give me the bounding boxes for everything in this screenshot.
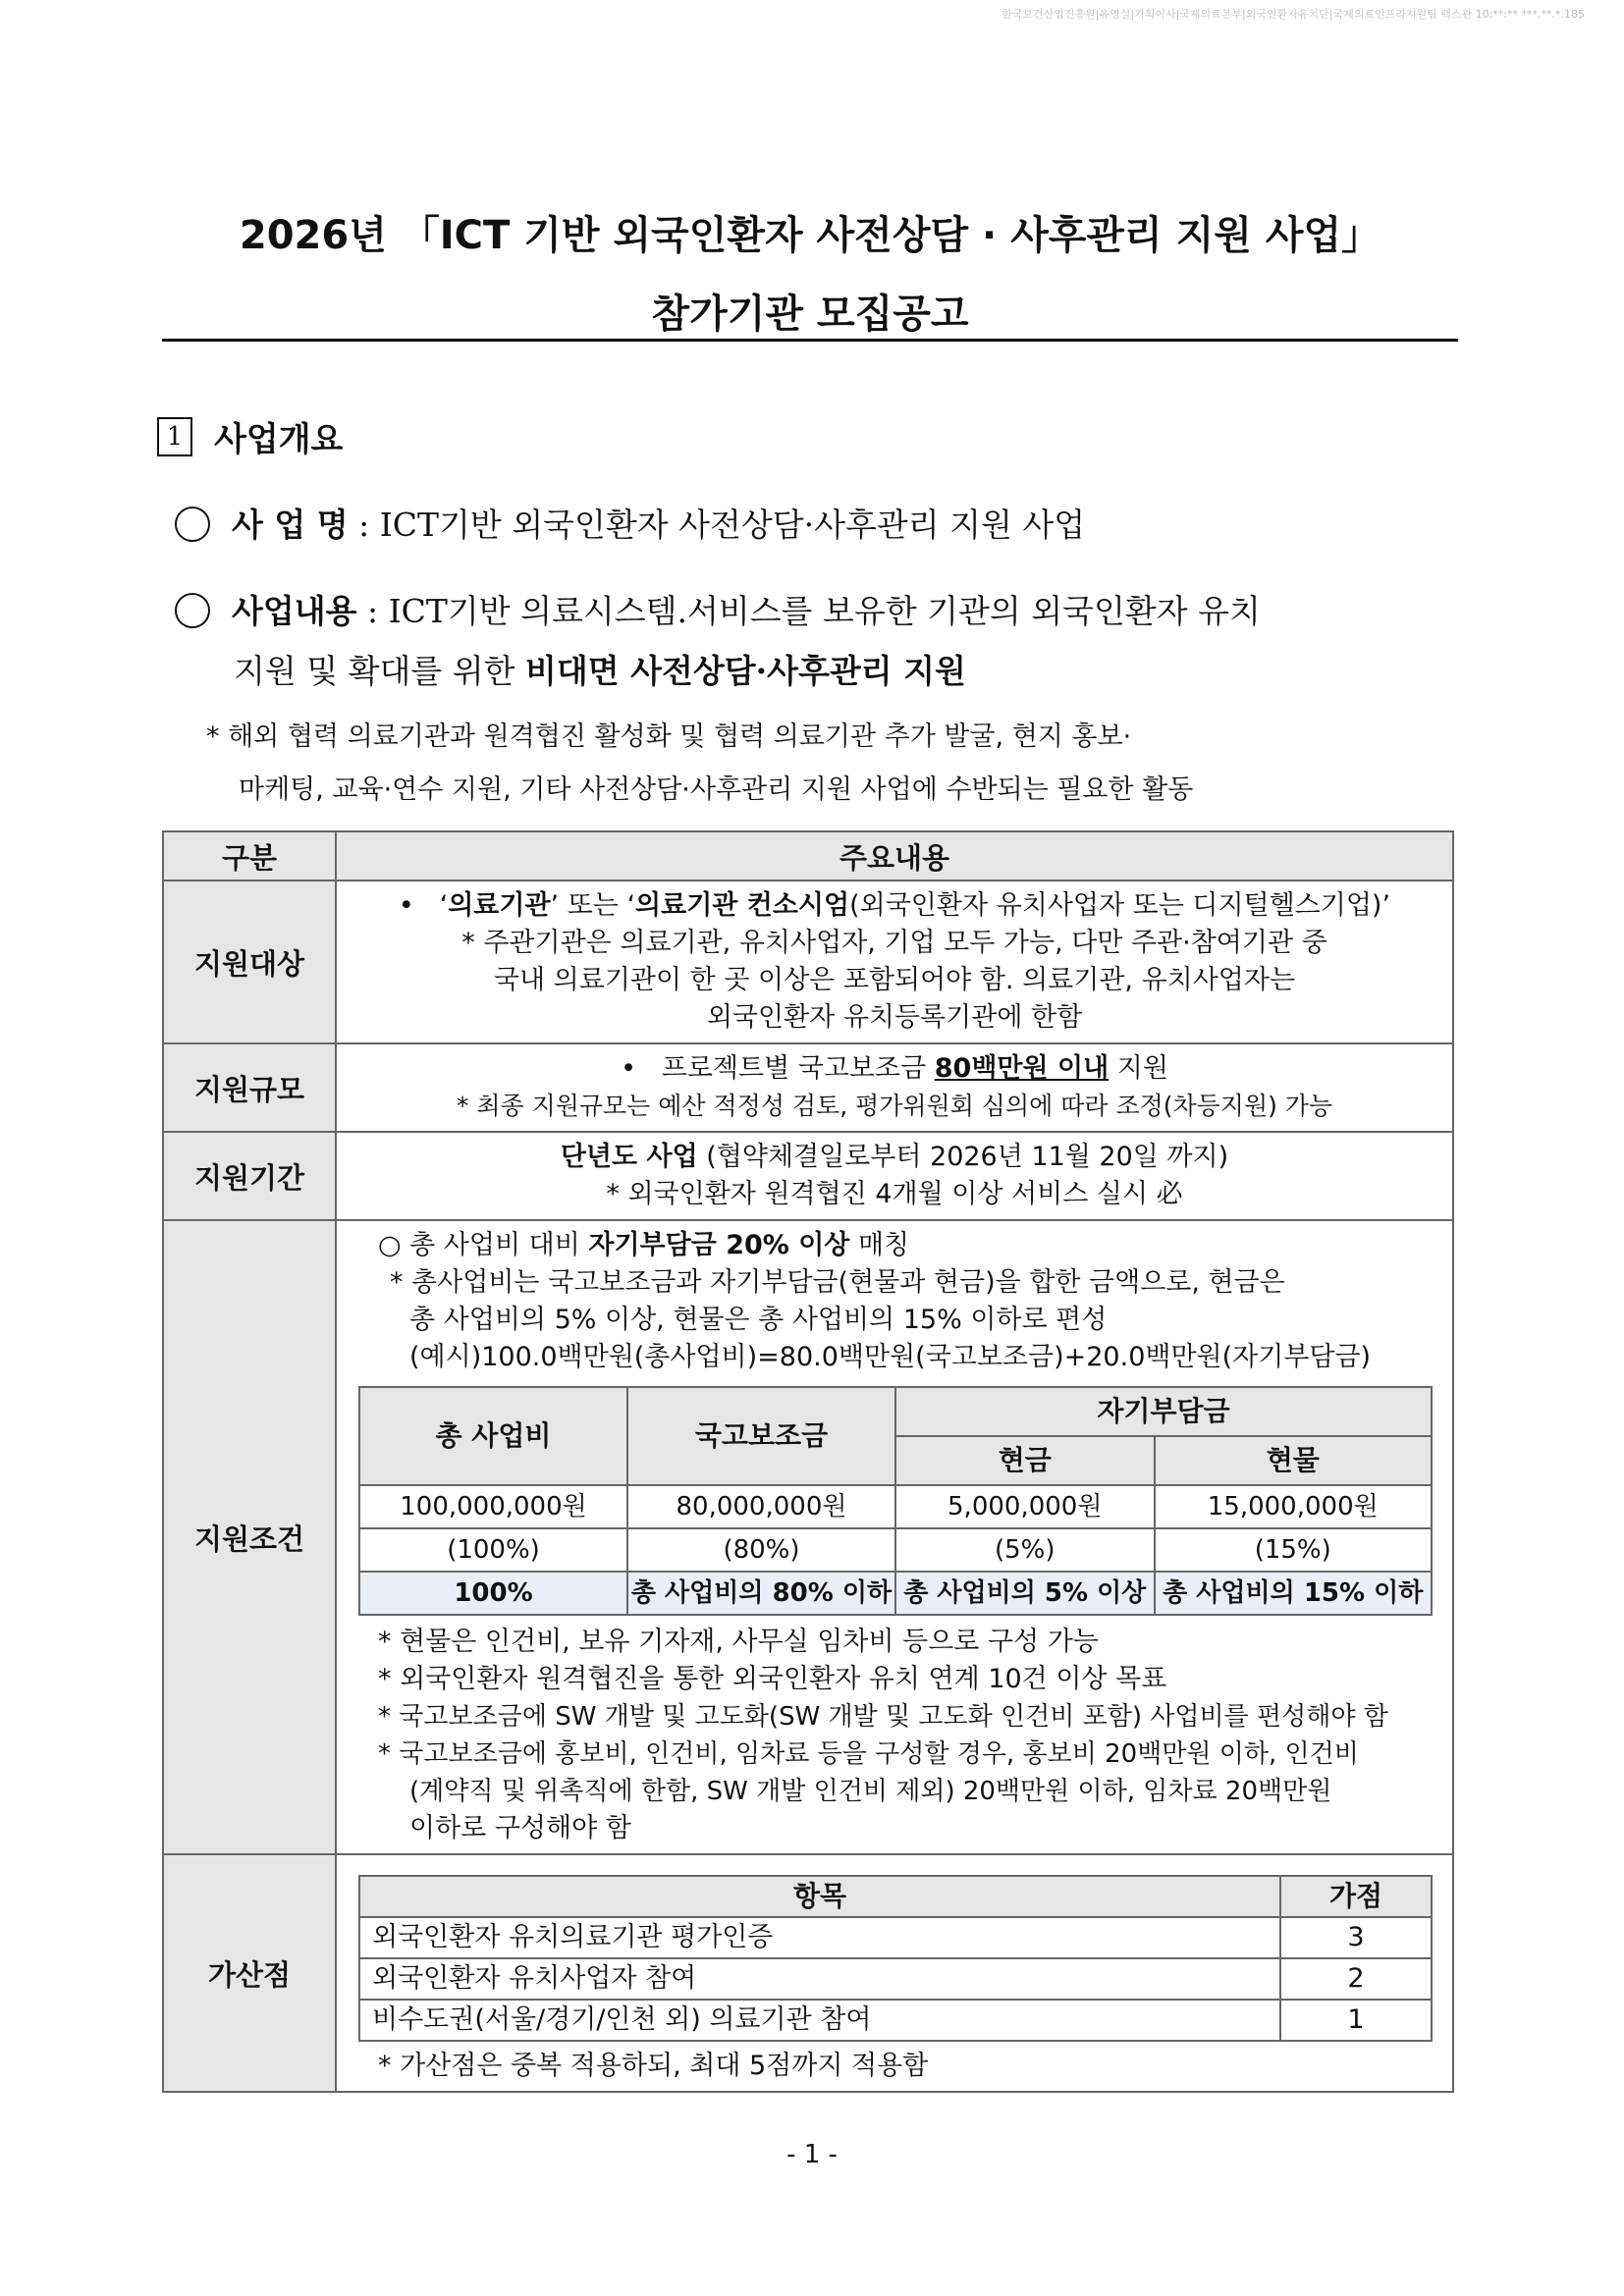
bonus-points: 1 — [1280, 2000, 1432, 2041]
bonus-item: 외국인환자 유치사업자 참여 — [359, 1958, 1280, 2000]
table-cell: 5,000,000원 — [895, 1485, 1155, 1528]
conditions-note-target: * 외국인환자 원격협진을 통한 외국인환자 유치 연계 10건 이상 목표 — [378, 1664, 1167, 1694]
row-conditions — [163, 1220, 1453, 1854]
target-or: ’ 또는 ‘ — [550, 890, 636, 921]
target-quote-open: ‘ — [439, 890, 449, 921]
conditions-note-kind: * 현물은 인건비, 보유 기자재, 사무실 임차비 등으로 구성 가능 — [378, 1627, 1099, 1657]
bonus-table — [358, 1875, 1433, 2042]
title-underline — [162, 339, 1458, 342]
table-cell: (5%) — [895, 1528, 1155, 1572]
business-name-label: 사 업 명 — [232, 506, 349, 544]
scale-bullet: • 프로젝트별 국고보조금 80백만원 이내 지원 — [621, 1053, 1168, 1084]
conditions-note-costs: * 국고보조금에 홍보비, 인건비, 임차료 등을 구성할 경우, 홍보비 20백만원 이하, 인건비 — [378, 1739, 1359, 1769]
row-period — [163, 1132, 1453, 1220]
footnote-line2: 마케팅, 교육·연수 지원, 기타 사전상담·사후관리 지원 사업에 수반되는 필요한 활동 — [239, 774, 1194, 805]
conditions-line1 — [349, 1227, 1440, 1264]
table-cell: 100,000,000원 — [359, 1485, 627, 1528]
row-bonus — [163, 1854, 1453, 2092]
bonus-item: 비수도권(서울/경기/인천 외) 의료기관 참여 — [359, 2000, 1280, 2041]
circle-bullet-icon — [175, 507, 210, 542]
target-bullet: • ‘의료기관’ 또는 ‘의료기관 컨소시엄(외국인환자 유치사업자 또는 디지털헬스기업)’ — [398, 890, 1391, 921]
table-row — [359, 1958, 1432, 2000]
fax-header-note: 한국보건산업진흥원|유영실|기획이사|국제의료본부|외국인환자유치단|국제의료인프라지원팀 팩스관 10:**:** ***.**.*.185 — [1001, 8, 1585, 21]
budget-row-amount — [359, 1485, 1432, 1528]
target-consortium: 의료기관 컨소시엄 — [635, 890, 850, 921]
table-cell: 총 사업비의 80% 이하 — [627, 1572, 895, 1615]
scale-label: 지원규모 — [163, 1043, 336, 1132]
header-content: 주요내용 — [336, 831, 1453, 881]
bonus-note: * 가산점은 중복 적용하되, 최대 5점까지 적용함 — [378, 2051, 929, 2081]
period-single-year: 단년도 사업 — [560, 1142, 698, 1172]
target-consortium-detail: (외국인환자 유치사업자 또는 디지털헬스기업)’ — [849, 890, 1391, 921]
table-cell: 80,000,000원 — [627, 1485, 895, 1528]
page-title-line2: 참가기관 모집공고 — [651, 292, 969, 337]
conditions-note-costs-cont2: 이하로 구성해야 함 — [409, 1813, 631, 1843]
conditions-self-share: 자기부담금 20% 이상 — [588, 1230, 850, 1260]
period-label: 지원기간 — [163, 1132, 336, 1220]
section-number-box: 1 — [157, 417, 192, 456]
budget-header-cash: 현금 — [895, 1436, 1155, 1485]
business-content-label: 사업내용 — [232, 592, 357, 630]
target-note1: * 주관기관은 의료기관, 유치사업자, 기업 모두 가능, 다만 주관·참여기관 중 — [461, 928, 1327, 958]
section-heading — [157, 412, 343, 460]
table-cell: 100% — [359, 1572, 627, 1615]
business-content-line2-bold: 비대면 사전상담·사후관리 지원 — [524, 652, 966, 690]
conditions-note1: * 총사업비는 국고보조금과 자기부담금(현물과 현금)을 합한 금액으로, 현금은 — [390, 1267, 1285, 1298]
target-medical-institution: 의료기관 — [448, 890, 551, 921]
table-cell: 총 사업비의 5% 이상 — [895, 1572, 1155, 1615]
bonus-points: 3 — [1280, 1917, 1432, 1958]
row-scale — [163, 1043, 1453, 1132]
conditions-example: (예시)100.0백만원(총사업비)=80.0백만원(국고보조금)+20.0백만원(자기부담금) — [409, 1342, 1372, 1372]
conditions-label: 지원조건 — [163, 1220, 336, 1854]
target-content — [336, 881, 1453, 1043]
bonus-points: 2 — [1280, 1958, 1432, 2000]
section-title: 사업개요 — [214, 420, 344, 459]
circle-bullet-icon — [175, 593, 210, 628]
budget-header-kind: 현물 — [1155, 1436, 1433, 1485]
budget-header-self: 자기부담금 — [895, 1387, 1432, 1436]
business-name-row — [175, 499, 1085, 552]
footnote-line1: * 해외 협력 의료기관과 원격협진 활성화 및 협력 의료기관 추가 발굴, 현지 홍보· — [206, 721, 1132, 752]
table-cell: 15,000,000원 — [1155, 1485, 1433, 1528]
scale-pre: 프로젝트별 국고보조금 — [661, 1053, 935, 1084]
page-number: - 1 - — [786, 2140, 838, 2169]
business-content-line2 — [234, 646, 966, 692]
business-content-line2-prefix: 지원 및 확대를 위한 — [234, 652, 525, 690]
conditions-pre: ○ 총 사업비 대비 — [378, 1230, 589, 1260]
period-dates: (협약체결일로부터 2026년 11월 20일 까지) — [697, 1142, 1229, 1172]
target-note2: 국내 의료기관이 한 곳 이상은 포함되어야 함. 의료기관, 유치사업자는 — [493, 965, 1296, 995]
scale-content — [336, 1043, 1453, 1132]
scale-note: * 최종 지원규모는 예산 적정성 검토, 평가위원회 심의에 따라 조정(차등지원) 가능 — [456, 1092, 1333, 1120]
page-title-line1: 2026년 「ICT 기반 외국인환자 사전상담 · 사후관리 지원 사업」 — [239, 213, 1381, 258]
business-name-value: : ICT기반 외국인환자 사전상담·사후관리 지원 사업 — [358, 506, 1086, 544]
table-cell: (100%) — [359, 1528, 627, 1572]
table-row — [359, 1917, 1432, 1958]
business-content-row — [175, 585, 1261, 638]
conditions-note-sw: * 국고보조금에 SW 개발 및 고도화(SW 개발 및 고도화 인건비 포함) 사업비를 편성해야 함 — [378, 1702, 1388, 1732]
period-content — [336, 1132, 1453, 1220]
conditions-post: 매칭 — [849, 1230, 910, 1260]
period-main — [349, 1139, 1440, 1176]
business-content-line1: : ICT기반 의료시스템.서비스를 보유한 기관의 외국인환자 유치 — [367, 592, 1261, 630]
budget-header-gov: 국고보조금 — [627, 1387, 895, 1485]
budget-row-percent — [359, 1528, 1432, 1572]
scale-post: 지원 — [1109, 1053, 1168, 1084]
bonus-item: 외국인환자 유치의료기관 평가인증 — [359, 1917, 1280, 1958]
bonus-header-points: 가점 — [1280, 1876, 1432, 1917]
row-target — [163, 881, 1453, 1043]
target-note3: 외국인환자 유치등록기관에 한함 — [706, 1002, 1083, 1033]
table-row — [359, 2000, 1432, 2041]
header-category: 구분 — [163, 831, 336, 881]
target-label: 지원대상 — [163, 881, 336, 1043]
conditions-note2: 총 사업비의 5% 이상, 현물은 총 사업비의 15% 이하로 편성 — [409, 1305, 1108, 1335]
period-note: * 외국인환자 원격협진 4개월 이상 서비스 실시 必 — [606, 1179, 1183, 1209]
overview-table — [162, 830, 1454, 2093]
conditions-content — [336, 1220, 1453, 1854]
table-cell: (80%) — [627, 1528, 895, 1572]
bonus-header-item: 항목 — [359, 1876, 1280, 1917]
budget-row-rule — [359, 1572, 1432, 1615]
budget-header-total: 총 사업비 — [359, 1387, 627, 1485]
scale-amount: 80백만원 이내 — [934, 1053, 1110, 1084]
conditions-note-costs-cont1: (계약직 및 위촉직에 한함, SW 개발 인건비 제외) 20백만원 이하, 임차료 20백만원 — [409, 1777, 1332, 1806]
bonus-label: 가산점 — [163, 1854, 336, 2092]
table-cell: (15%) — [1155, 1528, 1433, 1572]
table-cell: 총 사업비의 15% 이하 — [1155, 1572, 1433, 1615]
budget-table — [358, 1386, 1433, 1616]
bonus-content — [336, 1854, 1453, 2092]
